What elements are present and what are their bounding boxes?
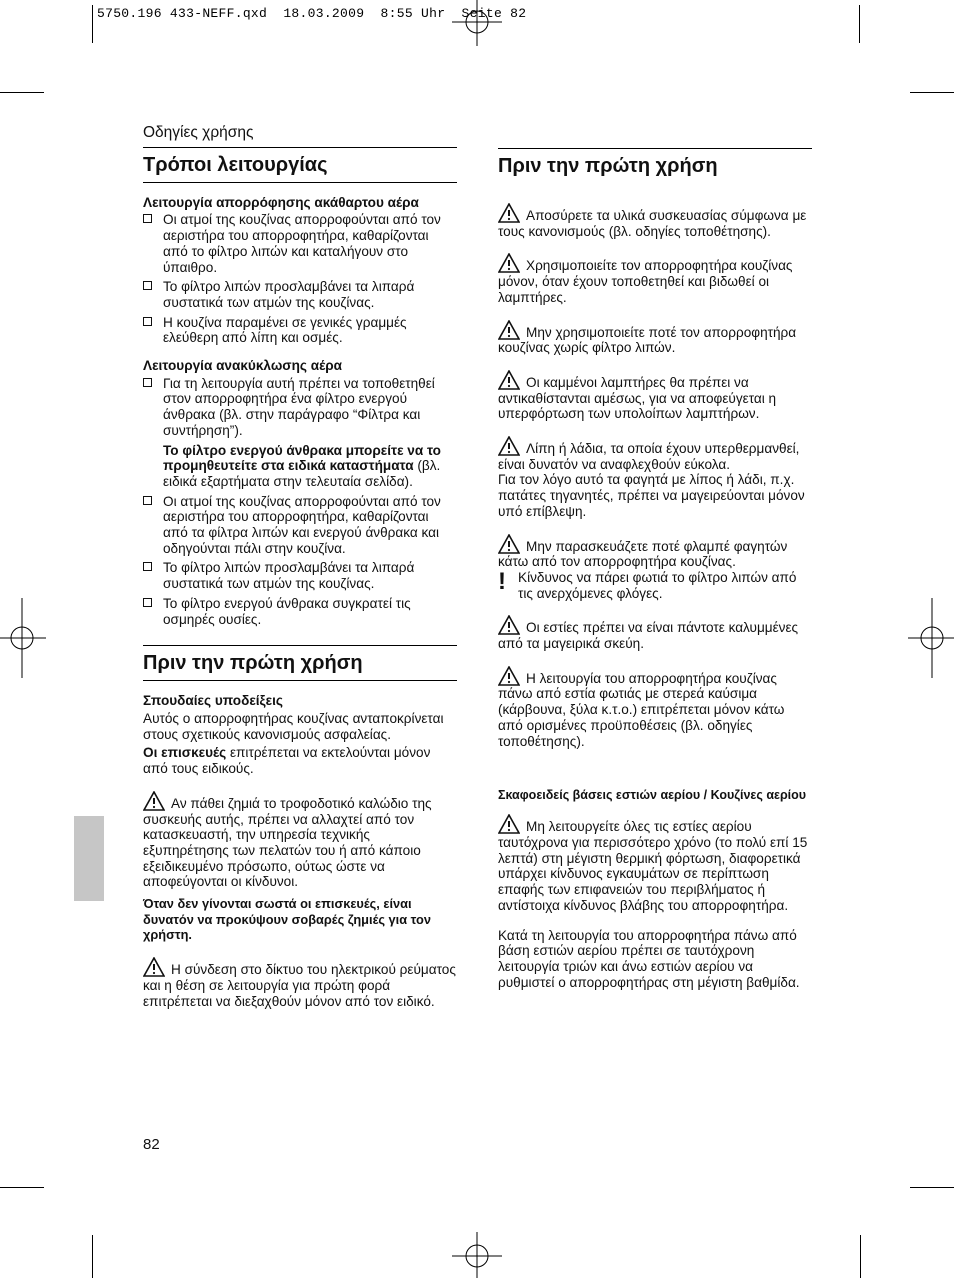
warning-cable: Αν πάθει ζημιά το τροφοδοτικό καλώδιο της συσκευής αυτής, πρέπει να αλλαχτεί από τον κατασκευαστή, την υπηρεσία τεχνικής εξυπηρέτησης των πελατών του ή από κάποιο εξειδικευμένο πρόσωπο, ούτως ώστε να αποφεύγονται οι κίνδυνοι. — [143, 791, 457, 890]
list-item: Το φίλτρο λιπών προσλαμβάνει τα λιπαρά συστατικά των ατμών της κουζίνας. — [143, 279, 457, 310]
registration-mark — [452, 0, 502, 46]
subheading-important-notes: Σπουδαίες υποδείξεις — [143, 693, 283, 709]
supervision-note: Για τον λόγο αυτό τα φαγητά με λίπος ή λάδι, π.χ. πατάτες τηγανητές, πρέπει να μαγειρεύονται μόνον υπό επίβλεψη. — [498, 472, 805, 519]
list-item: Το φίλτρο ενεργού άνθρακα συγκρατεί τις οσμηρές ουσίες. — [143, 596, 457, 627]
section-title-before-first-use-right: Πριν την πρώτη χρήση — [498, 148, 812, 183]
crop-mark — [92, 1235, 93, 1278]
subheading-recirculation-mode: Λειτουργία ανακύκλωσης αέρα — [143, 358, 343, 374]
repairs-paragraph: Οι επισκευές επιτρέπεται να εκτελούνται μόνον από τους ειδικούς. — [143, 745, 431, 777]
warning-solid-fuel: Η λειτουργία του απορροφητήρα κουζίνας πάνω από εστία φωτιάς με στερεά καύσιμα (κάρβουνα, ξύλα κ.τ.ο.) επιτρέπεται μόνον κάτω από ορισμένες προϋποθέσεις (βλ. οδηγίες τοποθέτησης). — [498, 666, 812, 750]
list-item: Η κουζίνα παραμένει σε γενικές γραμμές ελεύθερη από λίπη και οσμές. — [143, 315, 457, 346]
warning-icon — [143, 957, 165, 977]
checkbox-bullet-icon — [143, 281, 152, 290]
warning-icon — [498, 814, 520, 834]
warning-icon — [498, 615, 520, 635]
checkbox-bullet-icon — [143, 496, 152, 505]
exclamation-icon: ! — [498, 567, 506, 595]
section-title-before-first-use: Πριν την πρώτη χρήση — [143, 645, 457, 681]
checkbox-bullet-icon — [143, 378, 152, 387]
registration-mark — [452, 1232, 502, 1278]
section-title-operating-modes: Τρόποι λειτουργίας — [143, 147, 457, 183]
list-item: Οι ατμοί της κουζίνας απορροφούνται από τον αεριστήρα του απορροφητήρα, καθαρίζονται από τα φίλτρα λιπών και ενεργού άνθρακα και οδηγούνται πάλι στην κουζίνα. — [143, 494, 457, 557]
checkbox-bullet-icon — [143, 562, 152, 571]
warning-icon — [143, 791, 165, 811]
crop-mark — [910, 92, 954, 93]
thumb-index-tab — [74, 816, 104, 901]
right-column — [498, 148, 812, 993]
repairs-warning-bold: Όταν δεν γίνονται σωστά οι επισκευές, είναι δυνατόν να προκύψουν σοβαρές ζημιές για τον χρήστη. — [143, 896, 431, 943]
crop-mark — [0, 1187, 44, 1188]
warning-icon — [498, 370, 520, 390]
checkbox-bullet-icon — [143, 598, 152, 607]
warning-icon — [498, 436, 520, 456]
crop-mark — [910, 1187, 954, 1188]
crop-mark — [0, 92, 44, 93]
warning-gas-burners: Μη λειτουργείτε όλες τις εστίες αερίου ταυτόχρονα για περισσότερο χρόνο (το πολύ επί 15 λεπτά) στη μέγιστη θερμική φόρτωση, διαφορετικά υπάρχει κίνδυνος εγκαυμάτων σε περίπτωση επαφής των επιφανειών του περιβλήματος ή αντίστοιχα κίνδυνος βλάβης του απορροφητήρα. — [498, 814, 812, 913]
running-header: Οδηγίες χρήσης — [143, 124, 254, 141]
print-slug-text: 5750.196 433-NEFF.qxd 18.03.2009 8:55 Uhr Seite 82 — [97, 6, 527, 21]
list-item: Το φίλτρο λιπών προσλαμβάνει τα λιπαρά συστατικά των ατμών της κουζίνας. — [143, 560, 457, 591]
subheading-gas-hobs: Σκαφοειδείς βάσεις εστιών αερίου / Κουζίνες αερίου — [498, 788, 807, 803]
warning-grease-filter: Μην χρησιμοποιείτε ποτέ τον απορροφητήρα κουζίνας χωρίς φίλτρο λιπών. — [498, 320, 812, 356]
registration-mark — [0, 598, 46, 678]
warning-packaging: Αποσύρετε τα υλικά συσκευασίας σύμφωνα με τους κανονισμούς (βλ. οδηγίες τοποθέτησης). — [498, 203, 812, 239]
carbon-filter-note: Το φίλτρο ενεργού άνθρακα μπορείτε να το προμηθευτείτε στα ειδικά καταστήματα (βλ. ειδικά εξαρτήματα στην τελευταία σελίδα). — [163, 442, 441, 489]
warning-icon — [498, 320, 520, 340]
warning-burnt-lamps: Οι καμμένοι λαμπτήρες θα πρέπει να αντικαθίστανται αμέσως, για να αποφεύγεται η υπερφόρτωση των υπολοίπων λαμπτήρων. — [498, 370, 812, 422]
warning-connection: Η σύνδεση στο δίκτυο του ηλεκτρικού ρεύματος και η θέση σε λειτουργία για πρώτη φορά επιτρέπεται να διεξαχθούν μόνον από τον ειδικό. — [143, 957, 457, 1009]
subheading-exhaust-mode: Λειτουργία απορρόφησης ακάθαρτου αέρα — [143, 194, 419, 210]
page-number: 82 — [143, 1136, 160, 1153]
warning-covered-burners: Οι εστίες πρέπει να είναι πάντοτε καλυμμένες από τα μαγειρικά σκεύη. — [498, 615, 812, 651]
list-item: Οι ατμοί της κουζίνας απορροφούνται από τον αεριστήρα του απορροφητήρα, καθαρίζονται από το φίλτρο λιπών και καταλήγουν στο ύπαιθρο. — [143, 212, 457, 275]
warning-lamps-installed: Χρησιμοποιείτε τον απορροφητήρα κουζίνας μόνον, όταν έχουν τοποθετηθεί και βιδωθεί οι λαμπτήρες. — [498, 253, 812, 305]
warning-overheated-fat: Λίπη ή λάδια, τα οποία έχουν υπερθερμανθεί, είναι δυνατόν να αναφλεχθούν εύκολα. — [498, 436, 812, 472]
safety-paragraph: Αυτός ο απορροφητήρας κουζίνας ανταποκρίνεται στους σχετικούς κανονισμούς ασφαλείας. — [143, 710, 444, 742]
warning-icon — [498, 203, 520, 223]
checkbox-bullet-icon — [143, 214, 152, 223]
warning-icon — [498, 666, 520, 686]
registration-mark — [908, 598, 954, 678]
checkbox-bullet-icon — [143, 317, 152, 326]
gas-hob-operation-paragraph: Κατά τη λειτουργία του απορροφητήρα πάνω από βάση εστιών αερίου πρέπει σε ταυτόχρονη λειτουργία τριών και άνω εστιών αερίου να ρυθμιστεί ο απορροφητήρας στη μέγιστη βαθμίδα. — [498, 927, 800, 990]
list-item: Για τη λειτουργία αυτή πρέπει να τοποθετηθεί στον απορροφητήρα ένα φίλτρο ενεργού άνθρακα (βλ. στην παράγραφο “Φίλτρα και συντήρηση”). — [143, 376, 457, 439]
warning-icon — [498, 534, 520, 554]
danger-fire-filter: ! Κίνδυνος να πάρει φωτιά το φίλτρο λιπών από τις ανερχόμενες φλόγες. — [498, 567, 797, 601]
warning-flambe: Μην παρασκευάζετε ποτέ φλαμπέ φαγητών κάτω από τον απορροφητήρα κουζίνας. — [498, 534, 812, 570]
crop-mark — [860, 1235, 861, 1278]
left-column — [143, 125, 457, 1009]
warning-icon — [498, 253, 520, 273]
